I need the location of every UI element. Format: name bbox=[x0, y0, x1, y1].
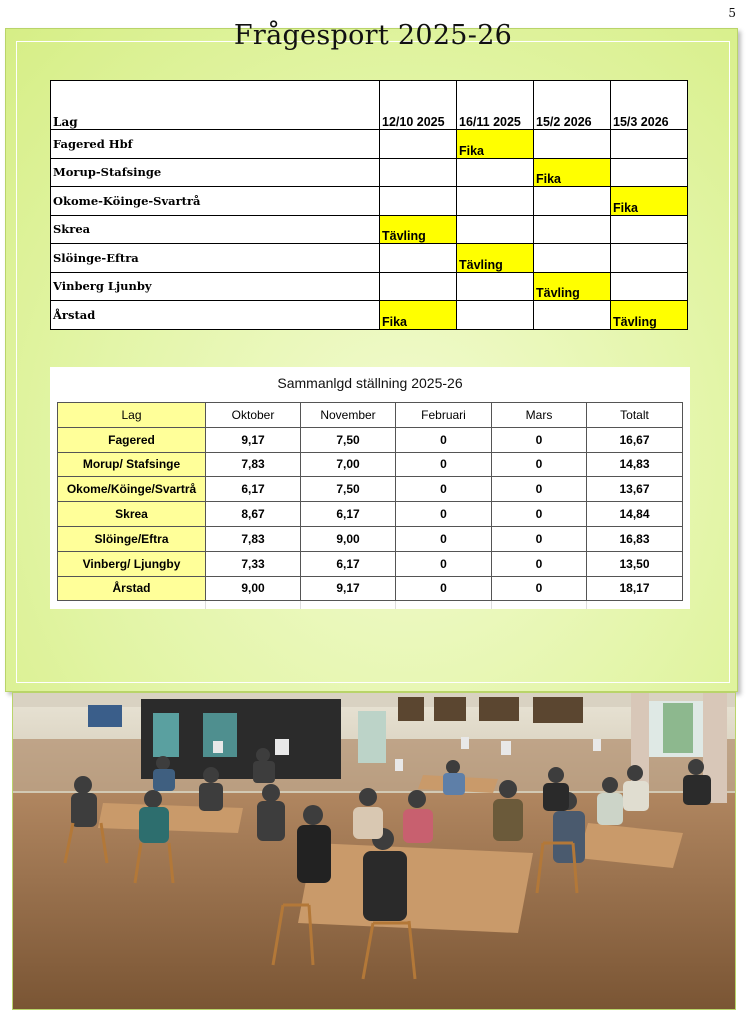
standings-value-cell: 0 bbox=[396, 551, 492, 576]
standings-value-cell: 9,00 bbox=[301, 526, 396, 551]
schedule-team-cell: Vinberg Ljunby bbox=[51, 272, 380, 301]
standings-value-cell: 0 bbox=[492, 452, 587, 477]
schedule-duty-cell bbox=[611, 215, 688, 244]
schedule-row bbox=[51, 301, 688, 330]
schedule-header-lag: Lag bbox=[51, 81, 380, 130]
standings-value-cell: 8,67 bbox=[206, 502, 301, 527]
standings-value-cell: 16,67 bbox=[587, 427, 683, 452]
standings-row bbox=[58, 526, 683, 551]
schedule-team-cell: Skrea bbox=[51, 215, 380, 244]
standings-value-cell: 7,00 bbox=[301, 452, 396, 477]
standings-value-cell: 6,17 bbox=[206, 477, 301, 502]
standings-value-cell: 0 bbox=[492, 551, 587, 576]
standings-row bbox=[58, 551, 683, 576]
schedule-duty-cell bbox=[534, 187, 611, 216]
schedule-duty-cell: Tävling bbox=[457, 244, 534, 273]
schedule-team-cell: Årstad bbox=[51, 301, 380, 330]
standings-value-cell: 9,17 bbox=[206, 427, 301, 452]
schedule-header-date: 12/10 2025 bbox=[380, 81, 457, 130]
standings-header-row bbox=[58, 403, 683, 428]
schedule-duty-cell: Tävling bbox=[534, 272, 611, 301]
schedule-table bbox=[50, 80, 688, 330]
schedule-duty-cell bbox=[380, 244, 457, 273]
schedule-team-cell: Slöinge-Eftra bbox=[51, 244, 380, 273]
schedule-duty-cell bbox=[611, 158, 688, 187]
standings-header-cell: Lag bbox=[58, 403, 206, 428]
standings-value-cell: 13,50 bbox=[587, 551, 683, 576]
standings-value-cell: 7,50 bbox=[301, 427, 396, 452]
standings-value-cell: 6,17 bbox=[301, 551, 396, 576]
photo-icon bbox=[13, 693, 735, 1009]
schedule-header-row bbox=[51, 81, 688, 130]
page-title: Frågesport 2025-26 bbox=[233, 20, 513, 51]
standings-value-cell: 0 bbox=[492, 576, 587, 601]
schedule-duty-cell: Fika bbox=[611, 187, 688, 216]
schedule-header-date: 15/2 2026 bbox=[534, 81, 611, 130]
schedule-duty-cell bbox=[380, 130, 457, 159]
spacer-cell bbox=[301, 601, 396, 610]
schedule-duty-cell bbox=[534, 301, 611, 330]
standings-value-cell: 0 bbox=[396, 526, 492, 551]
standings-value-cell: 7,83 bbox=[206, 452, 301, 477]
schedule-duty-cell bbox=[457, 272, 534, 301]
schedule-team-cell: Morup-Stafsinge bbox=[51, 158, 380, 187]
schedule-duty-cell bbox=[534, 130, 611, 159]
page-number: 5 bbox=[728, 6, 736, 20]
standings-value-cell: 9,17 bbox=[301, 576, 396, 601]
standings-title: Sammanlgd ställning 2025-26 bbox=[277, 375, 463, 391]
standings-header-cell: November bbox=[301, 403, 396, 428]
standings-box bbox=[50, 367, 690, 609]
standings-row bbox=[58, 502, 683, 527]
schedule-row bbox=[51, 158, 688, 187]
spacer-cell bbox=[587, 601, 683, 610]
schedule-duty-cell: Fika bbox=[457, 130, 534, 159]
standings-header-cell: Totalt bbox=[587, 403, 683, 428]
schedule-duty-cell bbox=[611, 244, 688, 273]
standings-value-cell: 7,83 bbox=[206, 526, 301, 551]
standings-value-cell: 13,67 bbox=[587, 477, 683, 502]
standings-value-cell: 0 bbox=[396, 477, 492, 502]
schedule-duty-cell: Fika bbox=[534, 158, 611, 187]
spacer-cell bbox=[206, 601, 301, 610]
schedule-duty-cell: Tävling bbox=[380, 215, 457, 244]
schedule-duty-cell bbox=[611, 130, 688, 159]
schedule-row bbox=[51, 272, 688, 301]
schedule-row bbox=[51, 215, 688, 244]
standings-team-cell: Fagered bbox=[58, 427, 206, 452]
group-photo bbox=[12, 692, 736, 1010]
standings-team-cell: Skrea bbox=[58, 502, 206, 527]
standings-spacer-row bbox=[58, 601, 683, 610]
standings-row bbox=[58, 477, 683, 502]
standings-value-cell: 0 bbox=[492, 427, 587, 452]
schedule-header-date: 15/3 2026 bbox=[611, 81, 688, 130]
standings-value-cell: 9,00 bbox=[206, 576, 301, 601]
standings-value-cell: 7,50 bbox=[301, 477, 396, 502]
standings-value-cell: 18,17 bbox=[587, 576, 683, 601]
standings-table bbox=[57, 402, 683, 609]
standings-value-cell: 0 bbox=[396, 502, 492, 527]
standings-row bbox=[58, 576, 683, 601]
spacer-cell bbox=[396, 601, 492, 610]
standings-value-cell: 14,83 bbox=[587, 452, 683, 477]
standings-team-cell: Slöinge/Eftra bbox=[58, 526, 206, 551]
schedule-duty-cell bbox=[457, 215, 534, 244]
schedule-duty-cell bbox=[534, 215, 611, 244]
standings-row bbox=[58, 452, 683, 477]
schedule-team-cell: Fagered Hbf bbox=[51, 130, 380, 159]
standings-header-cell: Mars bbox=[492, 403, 587, 428]
standings-value-cell: 14,84 bbox=[587, 502, 683, 527]
standings-team-cell: Okome/Köinge/Svartrå bbox=[58, 477, 206, 502]
schedule-duty-cell bbox=[380, 187, 457, 216]
schedule-duty-cell bbox=[534, 244, 611, 273]
schedule-duty-cell bbox=[611, 272, 688, 301]
schedule-header-date: 16/11 2025 bbox=[457, 81, 534, 130]
schedule-row bbox=[51, 244, 688, 273]
standings-value-cell: 0 bbox=[492, 526, 587, 551]
schedule-duty-cell: Fika bbox=[380, 301, 457, 330]
schedule-duty-cell bbox=[380, 158, 457, 187]
standings-row bbox=[58, 427, 683, 452]
schedule-duty-cell: Tävling bbox=[611, 301, 688, 330]
standings-header-cell: Februari bbox=[396, 403, 492, 428]
standings-value-cell: 0 bbox=[492, 477, 587, 502]
schedule-duty-cell bbox=[457, 301, 534, 330]
standings-value-cell: 7,33 bbox=[206, 551, 301, 576]
schedule-duty-cell bbox=[380, 272, 457, 301]
standings-value-cell: 0 bbox=[396, 427, 492, 452]
schedule-duty-cell bbox=[457, 158, 534, 187]
schedule-team-cell: Okome-Köinge-Svartrå bbox=[51, 187, 380, 216]
standings-team-cell: Årstad bbox=[58, 576, 206, 601]
standings-team-cell: Vinberg/ Ljungby bbox=[58, 551, 206, 576]
schedule-row bbox=[51, 130, 688, 159]
standings-value-cell: 16,83 bbox=[587, 526, 683, 551]
standings-value-cell: 6,17 bbox=[301, 502, 396, 527]
standings-value-cell: 0 bbox=[396, 576, 492, 601]
standings-team-cell: Morup/ Stafsinge bbox=[58, 452, 206, 477]
spacer-cell bbox=[492, 601, 587, 610]
spacer-cell bbox=[58, 601, 206, 610]
standings-value-cell: 0 bbox=[396, 452, 492, 477]
schedule-row bbox=[51, 187, 688, 216]
schedule-duty-cell bbox=[457, 187, 534, 216]
standings-header-cell: Oktober bbox=[206, 403, 301, 428]
standings-value-cell: 0 bbox=[492, 502, 587, 527]
